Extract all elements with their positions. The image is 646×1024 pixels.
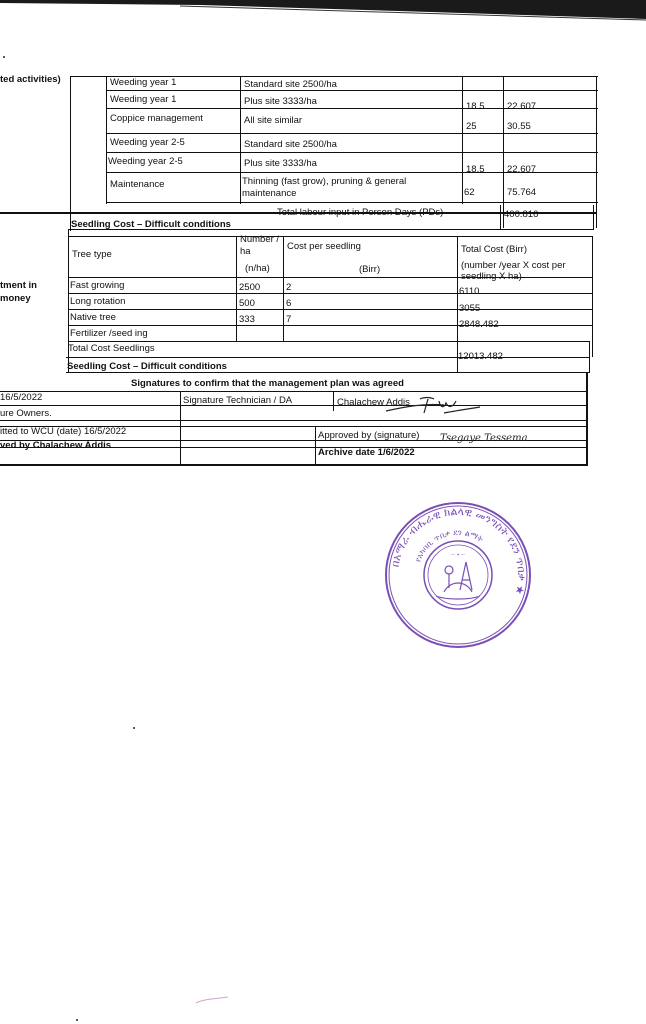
seedling-row-2-cost: 6 <box>286 298 292 309</box>
seedling-row-3-total: 2848.482 <box>459 319 499 330</box>
total-labour-value: 400.816 <box>504 209 539 220</box>
labour-row-4-activity: Weeding year 2-5 <box>110 137 185 148</box>
labour-row-4-site: Standard site 2500/ha <box>244 139 337 150</box>
labour-row-5-rate: 18.5 <box>466 164 485 175</box>
svg-text:የአካባቢ ጥበቃ ደን ልማት: የአካባቢ ጥበቃ ደን ልማት <box>413 527 485 564</box>
labour-row-5-activity: Weeding year 2-5 <box>108 156 183 167</box>
signature-technician-label: Signature Technician / DA <box>183 395 293 406</box>
seedling-section-title: Seedling Cost – Difficult conditions <box>71 219 231 230</box>
header-cost-2: (Birr) <box>359 264 381 275</box>
labour-row-1-site: Standard site 2500/ha <box>244 79 337 90</box>
left-label-investment-2: money <box>0 293 31 304</box>
seedling-row-1-number: 2500 <box>239 282 261 293</box>
scan-speck <box>76 1019 78 1021</box>
header-total-1: Total Cost (Birr) <box>461 244 527 255</box>
header-total-3: seedling X ha) <box>461 271 522 282</box>
seedling-row-2-type: Long rotation <box>70 296 126 307</box>
scan-speck <box>3 56 5 58</box>
labour-row-6-rate: 62 <box>464 187 475 198</box>
labour-row-6-site-line1: Thinning (fast grow), pruning & general <box>242 176 407 187</box>
scan-edge <box>0 0 646 22</box>
seedling-row-3-number: 333 <box>239 314 255 325</box>
official-stamp-seal <box>384 500 532 650</box>
signatures-title: Signatures to confirm that the management plan was agreed <box>131 378 404 389</box>
technician-signature-scribble <box>384 393 484 417</box>
seedling-row-4-type: Fertilizer /seed ing <box>70 328 148 339</box>
left-label-investment-1: tment in <box>0 280 37 291</box>
labour-row-2-activity: Weeding year 1 <box>110 94 177 105</box>
svg-text:በአማራ ብሔራዊ ክልላዊ መንግስት የደን ጥበቃ ★: በአማራ ብሔራዊ ክልላዊ መንግስት የደን ጥበቃ ★ <box>388 504 529 597</box>
signature-archive-date: Archive date 1/6/2022 <box>318 447 415 458</box>
seedling-row-3-type: Native tree <box>70 312 116 323</box>
seedling-row-3-cost: 7 <box>286 314 292 325</box>
seedling-row-1-type: Fast growing <box>70 280 125 291</box>
signature-submitted: itted to WCU (date) 16/5/2022 <box>0 426 127 437</box>
labour-row-2-rate: 18.5 <box>466 101 485 112</box>
total-labour-label: Total labour input in Person Days (PDs) <box>277 207 444 218</box>
labour-row-6-site-line2: maintenance <box>242 188 297 199</box>
seedling-total-label: Total Cost Seedlings <box>68 343 155 354</box>
header-tree-type: Tree type <box>72 249 112 260</box>
scan-speck <box>133 727 135 729</box>
header-number-3: (n/ha) <box>245 263 270 274</box>
signature-approved-by-name: ved by Chalachew Addis <box>0 440 112 451</box>
pink-mark <box>194 995 230 1007</box>
signature-date-1: 16/5/2022 <box>0 392 43 403</box>
labour-row-5-total: 22.607 <box>507 164 537 175</box>
header-number-2: ha <box>240 246 251 257</box>
seedling-total-value: 12013.482 <box>458 351 503 362</box>
header-total-2: (number /year X cost per <box>461 260 566 271</box>
labour-row-6-activity: Maintenance <box>110 179 165 190</box>
header-cost-1: Cost per seedling <box>287 241 361 252</box>
seedling-row-2-number: 500 <box>239 298 255 309</box>
svg-text:— ✶ —: — ✶ — <box>451 552 465 557</box>
labour-row-3-rate: 25 <box>466 121 477 132</box>
signature-technician-name: Chalachew Addis <box>337 397 410 408</box>
approved-handwritten-signature: Tsegaye Tessema <box>440 433 528 444</box>
labour-row-3-total: 30.55 <box>507 121 531 132</box>
header-number-1: Number / <box>240 234 280 245</box>
seedling-row-2-total: 3055 <box>459 303 481 314</box>
labour-row-3-activity: Coppice management <box>110 113 203 124</box>
labour-row-1-activity: Weeding year 1 <box>110 77 177 88</box>
left-label-activities: ted activities) <box>0 74 61 85</box>
labour-row-6-total: 75.764 <box>507 187 537 198</box>
seedling-footer-title: Seedling Cost – Difficult conditions <box>67 361 227 372</box>
signature-owners: ure Owners. <box>0 408 52 419</box>
labour-row-2-site: Plus site 3333/ha <box>244 96 317 107</box>
labour-row-2-total: 22.607 <box>507 101 537 112</box>
labour-row-3-site: All site similar <box>244 115 303 126</box>
labour-row-5-site: Plus site 3333/ha <box>244 158 317 169</box>
seedling-row-1-cost: 2 <box>286 282 292 293</box>
signature-approved-label: Approved by (signature) <box>318 430 420 441</box>
seedling-row-1-total: 6110 <box>459 286 480 297</box>
